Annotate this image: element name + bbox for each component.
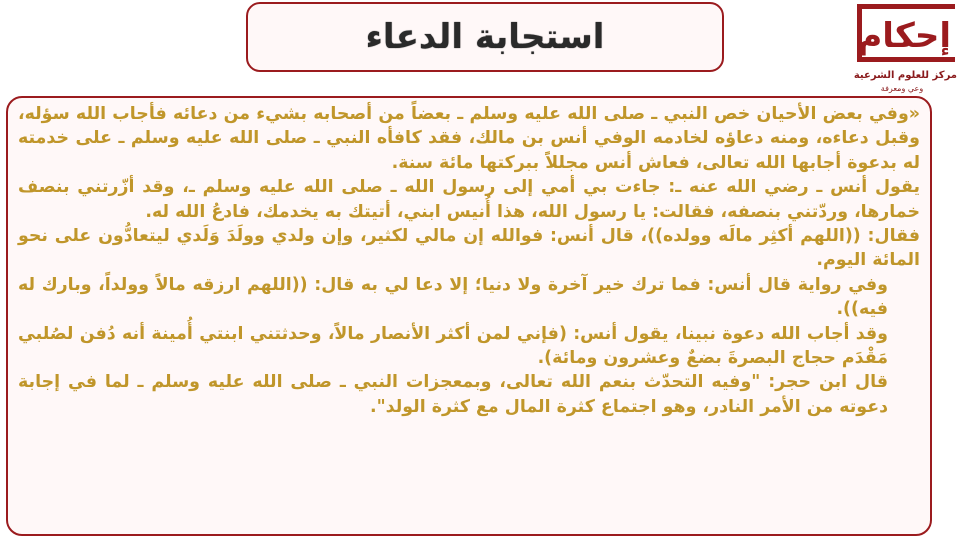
logo xyxy=(855,4,957,96)
page-title: استجابة الدعاء xyxy=(365,17,605,57)
logo-wordmark: إحكام xyxy=(857,16,951,56)
title-banner xyxy=(246,2,724,72)
paragraph-prophet-dua: فقال: ((اللهم أكثِر مالَه وولده))، قال أنس: فوالله إن مالي لكثير، وإن ولدي وولَدَ وَلَدي ليتعادُّون على نحو المائة اليوم. xyxy=(18,226,920,271)
paragraph-answer: وقد أجاب الله دعوة نبينا، يقول أنس: (فإني لمن أكثر الأنصار مالاً، وحدثتني ابنتي أُمينة أنه دُفن لصُلبي مَقْدَم حجاج البصرةَ بضعٌ وعشرون ومائة). xyxy=(18,323,888,369)
paragraph-intro: «وفي بعض الأحيان خص النبي ـ صلى الله عليه وسلم ـ بعضاً من أصحابه بشيء من دعائه فأجاب الله سؤله، وقبل دعاءه، ومنه دعاؤه لخادمه الوفي أنس بن مالك، فقد كافأه النبي ـ صلى الله عليه وسلم ـ على خدمته له بدعوة أجابها الله تعالى، فعاش أنس مجللاً ببركتها مائة سنة. xyxy=(18,104,920,173)
logo-subtitle: مركز للعلوم الشرعية xyxy=(853,70,957,81)
logo-tagline: وعي ومعرفة xyxy=(880,84,924,93)
paragraph-riwaya: وفي رواية قال أنس: فما ترك خير آخرة ولا دنيا؛ إلا دعا لي به قال: ((اللهم ارزقه مالاً وولداً، وبارك له فيه)). xyxy=(18,274,888,320)
content-panel xyxy=(6,96,932,536)
body-text xyxy=(18,102,920,419)
paragraph-anas-story: يقول أنس ـ رضي الله عنه ـ: جاءت بي أمي إلى رسول الله ـ صلى الله عليه وسلم ـ، وقد أزّرتني بنصف خمارها، وردّتني بنصفه، فقالت: يا رسول الله، هذا أُنيس ابني، أتيتك به يخدمك، فادعُ الله له. xyxy=(18,177,920,222)
paragraph-ibn-hajar: قال ابن حجر: "وفيه التحدّث بنعم الله تعالى، وبمعجزات النبي ـ صلى الله عليه وسلم ـ لما في إجابة دعوته من الأمر النادر، وهو اجتماع كثرة المال مع كثرة الولد". xyxy=(18,372,888,417)
